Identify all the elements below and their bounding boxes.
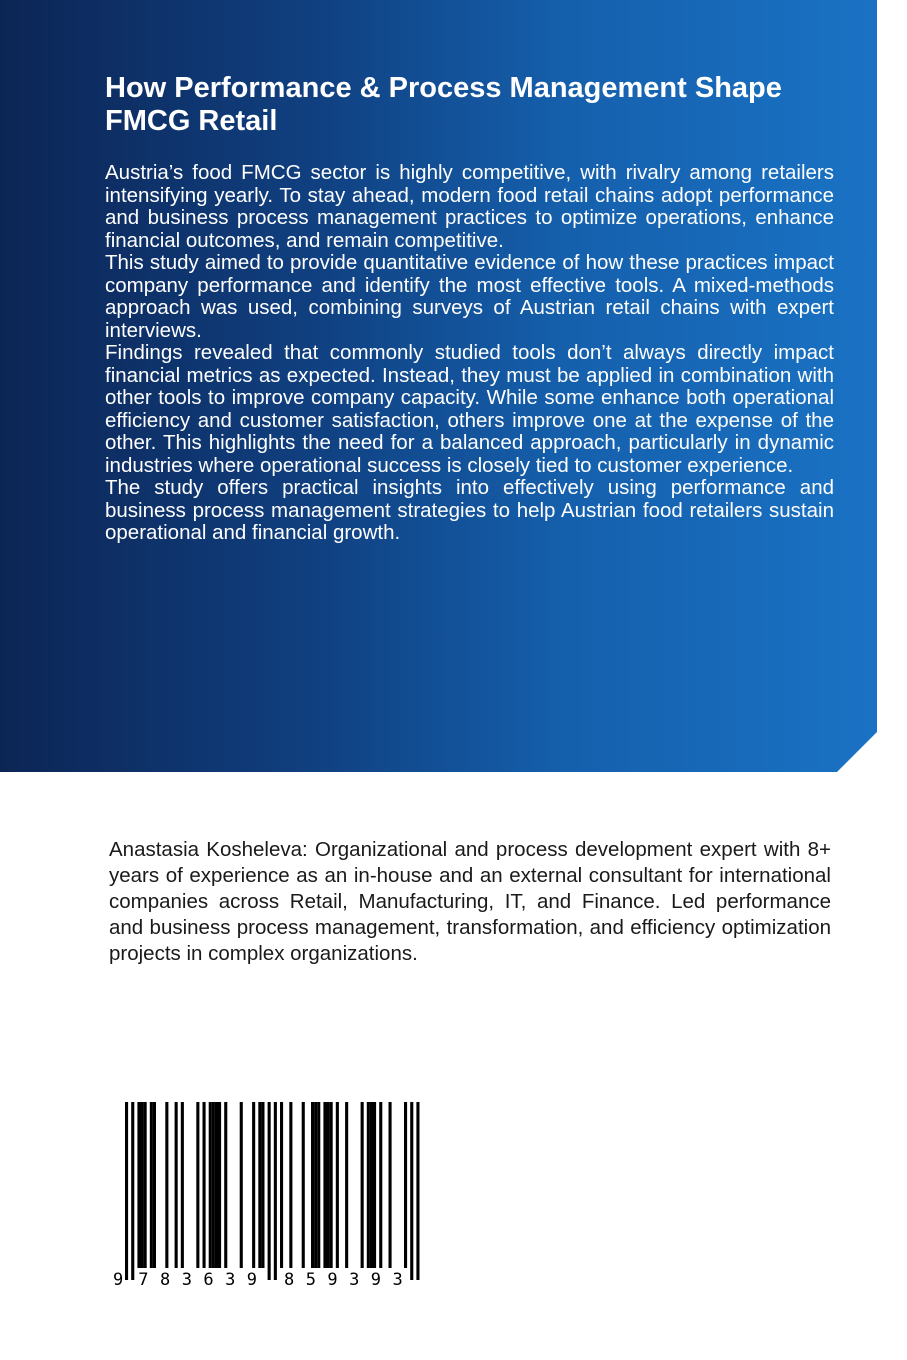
isbn-number: [113, 1270, 429, 1292]
blurb-paragraph-3: Findings revealed that commonly studied tools don’t always directly impact financial metrics as expected. Instead, they must be applied in combination with other tools to improve company capacity. While some enhance both operational efficiency and customer satisfaction, others improve one at the expense of the other. This highlights the need for a balanced approach, particularly in dynamic industries where operational success is closely tied to customer experience.: [105, 341, 834, 477]
barcode-bar: [330, 1102, 333, 1268]
blurb-paragraph-4: The study offers practical insights into effectively using performance and business process management strategies to help Austrian food retailers sustain operational and financial growth.: [105, 476, 834, 544]
isbn-digit: 3: [349, 1270, 360, 1290]
barcode-bar: [258, 1102, 261, 1268]
barcode-bar: [131, 1102, 134, 1280]
barcode-bar: [203, 1102, 206, 1268]
isbn-digit: 9: [370, 1270, 382, 1290]
barcode-bar: [252, 1102, 255, 1268]
barcode-bar: [416, 1102, 419, 1280]
isbn-barcode: [113, 1100, 429, 1290]
barcode-bar: [141, 1102, 144, 1268]
barcode-bar: [268, 1102, 271, 1280]
barcode-bar: [125, 1102, 128, 1280]
blurb-paragraph-2: This study aimed to provide quantitative evidence of how these practices impact company performance and identify the most effective tools. A mixed-methods approach was used, combining surveys of Austrian retail chains with expert interviews.: [105, 251, 834, 342]
barcode-bars-icon: [113, 1100, 429, 1280]
isbn-digit: 3: [181, 1270, 192, 1290]
barcode-bar: [361, 1102, 364, 1268]
isbn-digit: 8: [284, 1270, 295, 1290]
barcode-bar: [327, 1102, 330, 1268]
barcode-bar: [404, 1102, 407, 1268]
isbn-digit: 3: [392, 1270, 403, 1290]
barcode-bar: [280, 1102, 283, 1268]
barcode-bar: [373, 1102, 376, 1268]
barcode-bar: [302, 1102, 305, 1268]
barcode-bar: [209, 1102, 212, 1268]
isbn-digit: 9: [246, 1270, 258, 1290]
isbn-digit: 6: [203, 1270, 214, 1290]
author-bio: Anastasia Kosheleva: Organizational and process development expert with 8+ years of experience as an in-house and an external consultant for international companies across Retail, Manufacturing, IT, and Finance. Led performance and business process management, transformation, and efficiency optimization projects in complex organizations.: [109, 838, 831, 965]
isbn-digit: 8: [160, 1270, 171, 1290]
barcode-bar: [314, 1102, 317, 1268]
barcode-bar: [196, 1102, 199, 1268]
isbn-digit: 9: [327, 1270, 338, 1290]
cover-blurb: [105, 162, 834, 545]
barcode-bar: [336, 1102, 339, 1268]
barcode-bar: [311, 1102, 314, 1268]
barcode-bar: [379, 1102, 382, 1268]
barcode-bar: [410, 1102, 413, 1280]
barcode-bar: [367, 1102, 370, 1268]
barcode-bar: [137, 1102, 140, 1268]
barcode-bar: [323, 1102, 326, 1268]
book-title: How Performance & Process Management Shape FMCG Retail: [105, 72, 782, 137]
barcode-bar: [240, 1102, 243, 1268]
barcode-bar: [370, 1102, 373, 1268]
barcode-bar: [165, 1102, 168, 1268]
barcode-bar: [218, 1102, 221, 1268]
barcode-bar: [153, 1102, 156, 1268]
barcode-bar: [274, 1102, 277, 1280]
barcode-bar: [224, 1102, 227, 1268]
blurb-paragraph-1: Austria’s food FMCG sector is highly competitive, with rivalry among retailers intensifying yearly. To stay ahead, modern food retail chains adopt performance and business process management practices to optimize operations, enhance financial outcomes, and remain competitive.: [105, 161, 834, 252]
barcode-bar: [261, 1102, 264, 1268]
barcode-bar: [181, 1102, 184, 1268]
isbn-digit: 9: [113, 1270, 124, 1290]
barcode-bar: [289, 1102, 292, 1268]
isbn-digit: 7: [138, 1270, 149, 1290]
barcode-bar: [317, 1102, 320, 1268]
barcode-bar: [175, 1102, 178, 1268]
isbn-digit: 3: [225, 1270, 236, 1290]
barcode-bar: [215, 1102, 218, 1268]
barcode-bar: [150, 1102, 153, 1268]
barcode-bar: [212, 1102, 215, 1268]
isbn-digit: 5: [305, 1270, 316, 1290]
barcode-bar: [345, 1102, 348, 1268]
barcode-bar: [389, 1102, 392, 1268]
barcode-bar: [144, 1102, 147, 1268]
